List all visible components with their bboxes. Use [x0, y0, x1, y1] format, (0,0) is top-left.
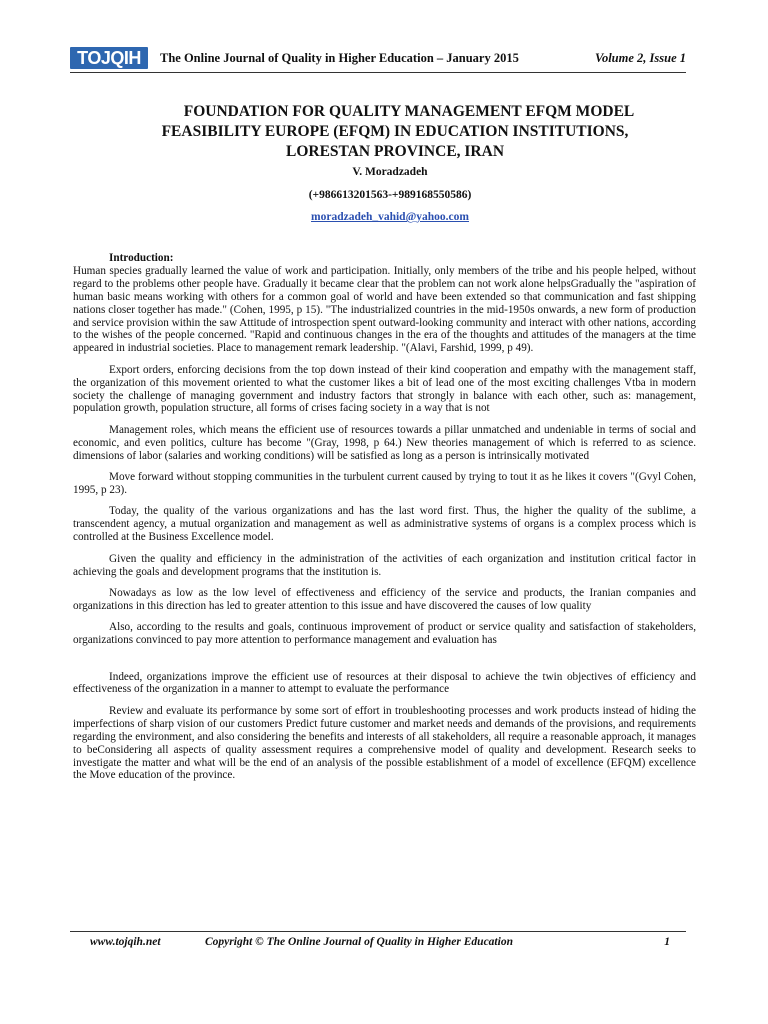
paper-title: [100, 102, 690, 162]
body-paragraph: Also, according to the results and goals, continuous improvement of product or service quality and satisfaction of stakeholders, organizations convinced to pay more attention to performance management and evaluation has: [73, 621, 696, 647]
author-name: V. Moradzadeh: [352, 166, 428, 178]
title-line-1: FOUNDATION FOR QUALITY MANAGEMENT EFQM MODEL: [183, 103, 635, 120]
body-paragraph: Indeed, organizations improve the efficient use of resources at their disposal to achieve the twin objectives of efficiency and effectiveness of the organization in a manner to attempt to evaluate the performance: [73, 670, 696, 696]
body-paragraph: Export orders, enforcing decisions from the top down instead of their kind cooperation and empathy with the management staff, the organization of this movement oriented to what the customer likes a bit of lead one of the most exciting challenges Vtba in modern society the challenge of managing government and industry factors that strongly in balance with each other, such as: management, population growth, population structure, all forms of crises facing society in a way that is not: [73, 363, 696, 415]
journal-name: The Online Journal of Quality in Higher Education – January 2015: [160, 50, 519, 65]
section-heading-introduction: Introduction:: [109, 252, 174, 264]
body-paragraph: Given the quality and efficiency in the administration of the activities of each organization and institution critical factor in achieving the goals and development programs that the institution is.: [73, 552, 696, 578]
journal-logo: TOJQIH: [70, 47, 148, 69]
body-paragraph: Nowadays as low as the low level of effectiveness and efficiency of the service and products, the Iranian companies and organizations in this direction has led to greater attention to this issue and have discovered the causes of low quality: [73, 586, 696, 612]
article-body: [73, 252, 696, 791]
paragraph-gap: [73, 656, 696, 671]
title-line-3: LORESTAN PROVINCE, IRAN: [285, 143, 505, 160]
body-paragraph: Human species gradually learned the value of work and participation. Initially, only members of the tribe and his people helped, without regard to the problems other people have. Gradually it became clear that the problem can not work alone helpsGradually the "aspiration of human basic means working with others for a common goal of world and have been extended so that communication and fast shipping nations closer together has made." (Cohen, 1995, p 15). "The industrialized countries in the mid-1950s onwards, a new form of production and service provision within the saw Attitude of introspection spent outward-looking community and interact with other nations, according to the wishes of the people concerned. "Rapid and continuous changes in the era of the thoughts and attitudes of the managers at the time appeared in industrial societies. Place to management remark leadership. "(Alavi, Farshid, 1999, p 49).: [73, 264, 696, 355]
footer-divider: [70, 931, 686, 932]
author-email-link[interactable]: moradzadeh_vahid@yahoo.com: [311, 211, 469, 223]
copyright-notice: Copyright © The Online Journal of Quality in Higher Education: [205, 936, 513, 948]
author-phone: (+986613201563-+989168550586): [308, 189, 472, 201]
page-number: 1: [664, 936, 670, 948]
journal-header: [70, 45, 686, 71]
header-divider: [70, 72, 686, 73]
body-paragraph: Today, the quality of the various organizations and has the last word first. Thus, the higher the quality of the sublime, a transcendent agency, a mutual organization and management as well as administrative systems of organs is a complex process which is controlled at the Business Excellence model.: [73, 505, 696, 544]
volume-issue: Volume 2, Issue 1: [595, 50, 686, 65]
body-paragraph: Move forward without stopping communities in the turbulent current caused by trying to tout it as he likes it covers "(Gvyl Cohen, 1995, p 23).: [73, 471, 696, 496]
body-paragraph: Management roles, which means the efficient use of resources towards a pillar unmatched and undeniable in terms of social and economic, and even politics, culture has become "(Gray, 1998, p 64.) New theories management of which is referred to as science. dimensions of labor (salaries and working conditions) will be satisfied as long as a person is intrinsically motivated: [73, 423, 696, 462]
page-footer: [70, 936, 686, 952]
journal-website-link[interactable]: www.tojqih.net: [90, 936, 161, 948]
title-line-2: FEASIBILITY EUROPE (EFQM) IN EDUCATION INSTITUTIONS,: [161, 123, 629, 140]
body-paragraph: Review and evaluate its performance by some sort of effort in troubleshooting processes and work products instead of hiding the imperfections of sharp vision of our customers Predict future customer and market needs and demands of the provisions, and requirements regarding the environment, and also considering the benefits and interests of all stakeholders, all require a reasonable approach, it manages to beConsidering all aspects of quality assessment requires a comprehensive model of quality and development. Research seeks to investigate the matter and what will be the end of an analysis of the possible establishment of a model of excellence (EFQM) excellence the Move education of the province.: [73, 704, 696, 782]
